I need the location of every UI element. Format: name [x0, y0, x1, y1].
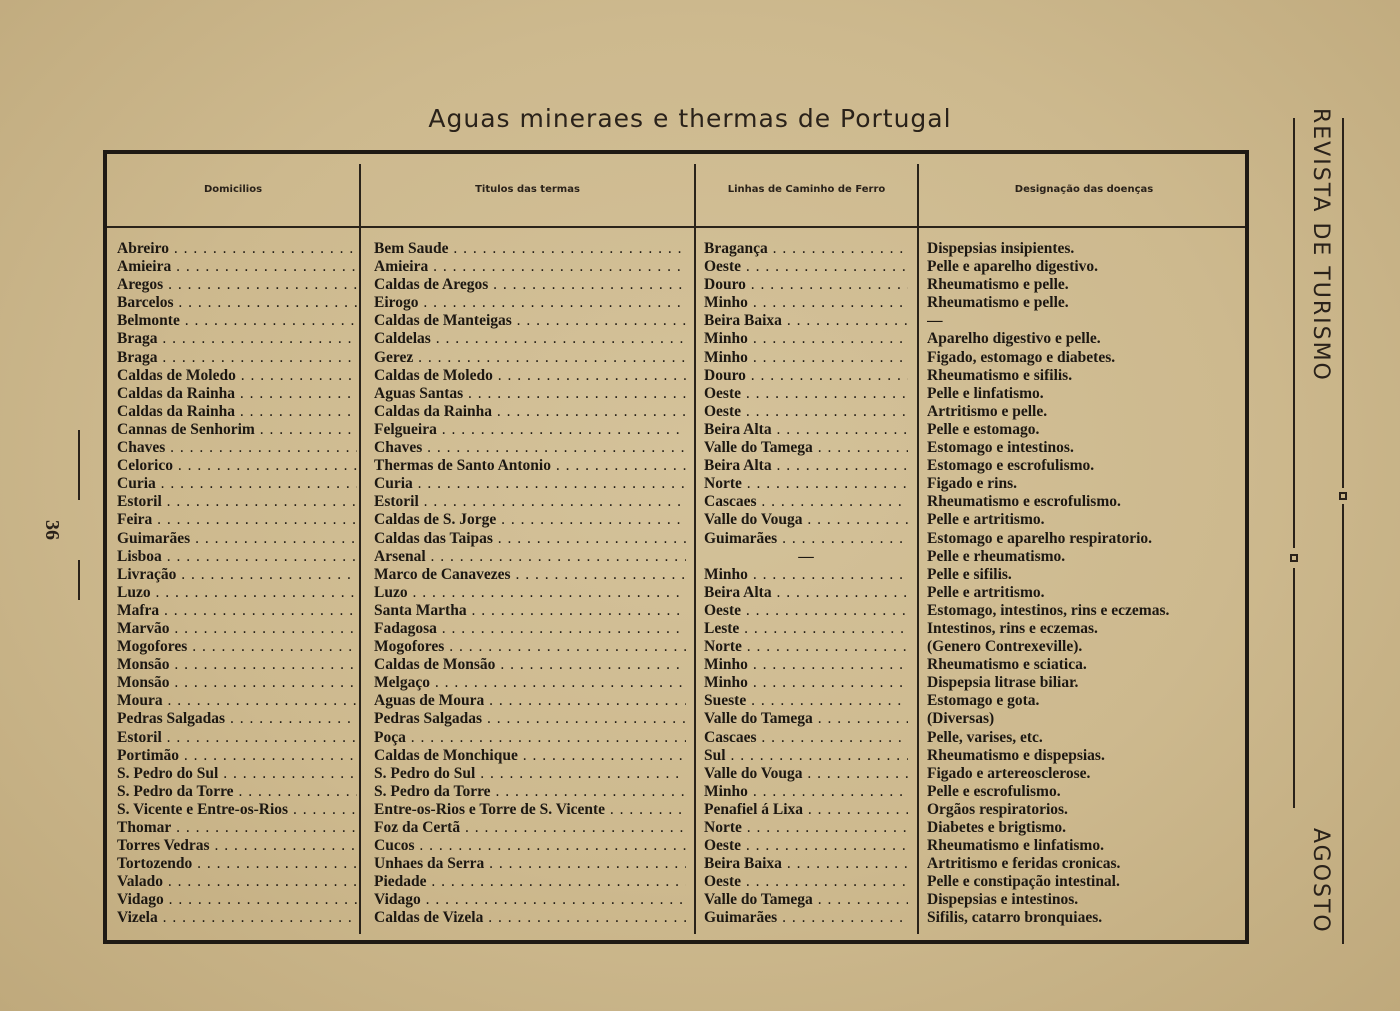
- header-divider: [107, 226, 1245, 228]
- cell-domicilio: Tortozendo . . .: [117, 855, 357, 873]
- cell-domicilio: Valado . . .: [117, 873, 357, 891]
- cell-domicilio: Thomar . . .: [117, 819, 357, 837]
- cell-domicilio: Livração . . .: [117, 566, 357, 584]
- cell-termas: Eirogo . . .: [374, 294, 686, 312]
- cell-domicilio: Estoril . . .: [117, 493, 357, 511]
- table-row: [107, 294, 1245, 312]
- cell-domicilio: Pedras Salgadas . . .: [117, 710, 357, 728]
- cell-linha: Beira Alta . . .: [704, 457, 908, 475]
- cell-termas: Pedras Salgadas . . .: [374, 710, 686, 728]
- table-row: [107, 385, 1245, 403]
- table-row: [107, 421, 1245, 439]
- table-row: [107, 312, 1245, 330]
- cell-linha: Oeste . . .: [704, 258, 908, 276]
- cell-termas: Caldas de S. Jorge . . .: [374, 511, 686, 529]
- table-body: [107, 240, 1245, 928]
- cell-domicilio: Abreiro . . .: [117, 240, 357, 258]
- magazine-name: REVISTA DE TURISMO: [1308, 108, 1333, 382]
- header-linhas: Linhas de Caminho de Ferro: [727, 184, 886, 195]
- cell-linha: Oeste . . .: [704, 837, 908, 855]
- table-row: [107, 692, 1245, 710]
- cell-doenca: Pelle e sifilis.: [927, 565, 1012, 583]
- page-number: 36: [41, 520, 63, 540]
- cell-doenca: Rheumatismo e pelle.: [927, 276, 1069, 294]
- cell-linha: Minho . . .: [704, 656, 908, 674]
- cell-doenca: Estomago e escrofulismo.: [927, 457, 1095, 475]
- cell-termas: Caldas de Moledo . . .: [374, 367, 686, 385]
- cell-termas: Melgaço . . .: [374, 674, 686, 692]
- table-row: [107, 855, 1245, 873]
- cell-doenca: Pelle e aparelho digestivo.: [927, 258, 1099, 276]
- cell-doenca: Dispepsia litrase biliar.: [927, 674, 1079, 692]
- cell-linha: Leste . . .: [704, 620, 908, 638]
- cell-domicilio: Marvão . . .: [117, 620, 357, 638]
- cell-doenca: Pelle e artritismo.: [927, 583, 1045, 601]
- cell-domicilio: Luzo . . .: [117, 584, 357, 602]
- cell-domicilio: Cannas de Senhorim . . .: [117, 421, 357, 439]
- cell-doenca: Pelle e estomago.: [927, 420, 1040, 438]
- cell-doenca: Pelle, varises, etc.: [927, 728, 1043, 746]
- cell-doenca: Pelle e constipação intestinal.: [927, 873, 1120, 891]
- cell-termas: Cucos . . .: [374, 837, 686, 855]
- table-row: [107, 602, 1245, 620]
- cell-termas: Arsenal . . .: [374, 548, 686, 566]
- cell-doenca: Figado e rins.: [927, 475, 1017, 493]
- cell-domicilio: Guimarães . . .: [117, 530, 357, 548]
- cell-doenca: Intestinos, rins e eczemas.: [927, 619, 1098, 637]
- cell-termas: Caldas de Monsão . . .: [374, 656, 686, 674]
- side-rule-inner-bottom: [1293, 568, 1295, 808]
- cell-doenca: Rheumatismo e sifilis.: [927, 366, 1073, 384]
- cell-doenca: Pelle e linfatismo.: [927, 384, 1044, 402]
- cell-doenca: Estomago e aparelho respiratorio.: [927, 529, 1153, 547]
- cell-linha: Valle do Tamega . . .: [704, 891, 908, 909]
- thermal-waters-table: [103, 150, 1249, 944]
- cell-linha: —: [798, 547, 814, 565]
- cell-linha: Guimarães . . .: [704, 909, 908, 927]
- table-row: [107, 747, 1245, 765]
- cell-termas: Mogofores . . .: [374, 638, 686, 656]
- cell-doenca: Pelle e escrofulismo.: [927, 782, 1061, 800]
- cell-domicilio: Aregos . . .: [117, 276, 357, 294]
- cell-linha: Norte . . .: [704, 819, 908, 837]
- cell-termas: Aguas Santas . . .: [374, 385, 686, 403]
- header-doencas: Designação das doenças: [1014, 184, 1154, 195]
- cell-domicilio: Monsão . . .: [117, 674, 357, 692]
- cell-linha: Cascaes . . .: [704, 729, 908, 747]
- table-row: [107, 674, 1245, 692]
- table-row: [107, 530, 1245, 548]
- cell-domicilio: Braga . . .: [117, 349, 357, 367]
- table-row: [107, 439, 1245, 457]
- cell-linha: Penafiel á Lixa . . .: [704, 801, 908, 819]
- cell-termas: Caldas de Monchique . . .: [374, 747, 686, 765]
- cell-doenca: Dispepsias insipientes.: [927, 240, 1075, 257]
- table-row: [107, 584, 1245, 602]
- cell-domicilio: Caldas da Rainha . . .: [117, 385, 357, 403]
- cell-linha: Minho . . .: [704, 330, 908, 348]
- cell-termas: Aguas de Moura . . .: [374, 692, 686, 710]
- cell-linha: Minho . . .: [704, 294, 908, 312]
- cell-doenca: Rheumatismo e escrofulismo.: [927, 493, 1121, 511]
- cell-linha: Minho . . .: [704, 349, 908, 367]
- table-row: [107, 783, 1245, 801]
- table-row: [107, 710, 1245, 728]
- side-rule-inner-top: [1293, 118, 1295, 548]
- cell-doenca: Figado e artereosclerose.: [927, 764, 1091, 782]
- cell-domicilio: Caldas da Rainha . . .: [117, 403, 357, 421]
- cell-termas: Estoril . . .: [374, 493, 686, 511]
- cell-linha: Valle do Vouga . . .: [704, 765, 908, 783]
- cell-domicilio: Vidago . . .: [117, 891, 357, 909]
- cell-doenca: Estomago e gota.: [927, 692, 1040, 710]
- table-row: [107, 656, 1245, 674]
- cell-domicilio: Monsão . . .: [117, 656, 357, 674]
- table-row: [107, 475, 1245, 493]
- cell-termas: Foz da Certã . . .: [374, 819, 686, 837]
- cell-linha: Minho . . .: [704, 783, 908, 801]
- cell-domicilio: Belmonte . . .: [117, 312, 357, 330]
- cell-doenca: Rheumatismo e pelle.: [927, 294, 1069, 312]
- cell-termas: Marco de Canavezes . . .: [374, 566, 686, 584]
- table-row: [107, 367, 1245, 385]
- table-row: [107, 729, 1245, 747]
- cell-domicilio: S. Pedro da Torre . . .: [117, 783, 357, 801]
- table-row: [107, 511, 1245, 529]
- cell-termas: Piedade . . .: [374, 873, 686, 891]
- table-row: [107, 403, 1245, 421]
- table-row: [107, 819, 1245, 837]
- side-ornament-lower: [1290, 554, 1298, 562]
- cell-doenca: —: [927, 312, 943, 330]
- cell-domicilio: Celorico . . .: [117, 457, 357, 475]
- cell-domicilio: Curia . . .: [117, 475, 357, 493]
- cell-linha: Oeste . . .: [704, 873, 908, 891]
- cell-linha: Oeste . . .: [704, 602, 908, 620]
- table-row: [107, 566, 1245, 584]
- cell-termas: Santa Martha . . .: [374, 602, 686, 620]
- cell-doenca: Diabetes e brigtismo.: [927, 819, 1067, 836]
- cell-doenca: Artritismo e feridas cronicas.: [927, 855, 1121, 873]
- cell-termas: Caldelas . . .: [374, 330, 686, 348]
- page-title: Aguas mineraes e thermas de Portugal: [428, 104, 952, 133]
- cell-linha: Valle do Tamega . . .: [704, 439, 908, 457]
- table-row: [107, 837, 1245, 855]
- cell-doenca: Rheumatismo e sciatica.: [927, 656, 1087, 674]
- left-margin-rule-bottom: [78, 560, 80, 600]
- cell-doenca: Pelle e rheumatismo.: [927, 547, 1066, 565]
- left-margin-rule-top: [78, 430, 80, 500]
- cell-domicilio: Vizela . . .: [117, 909, 357, 927]
- cell-termas: Entre-os-Rios e Torre de S. Vicente . . .: [374, 801, 686, 819]
- cell-doenca: (Diversas): [927, 710, 995, 728]
- cell-linha: Cascaes . . .: [704, 493, 908, 511]
- cell-domicilio: Chaves . . .: [117, 439, 357, 457]
- cell-linha: Beira Baixa . . .: [704, 312, 908, 330]
- cell-termas: Poça . . .: [374, 729, 686, 747]
- table-row: [107, 457, 1245, 475]
- cell-doenca: (Genero Contrexeville).: [927, 638, 1083, 656]
- table-row: [107, 240, 1245, 258]
- cell-linha: Oeste . . .: [704, 403, 908, 421]
- cell-doenca: Rheumatismo e linfatismo.: [927, 837, 1104, 855]
- cell-doenca: Pelle e artritismo.: [927, 511, 1045, 529]
- cell-domicilio: Caldas de Moledo . . .: [117, 367, 357, 385]
- cell-termas: Caldas das Taipas . . .: [374, 530, 686, 548]
- cell-doenca: Aparelho digestivo e pelle.: [927, 330, 1101, 348]
- table-row: [107, 493, 1245, 511]
- table-row: [107, 891, 1245, 909]
- table-row: [107, 330, 1245, 348]
- cell-termas: Vidago . . .: [374, 891, 686, 909]
- cell-domicilio: Lisboa . . .: [117, 548, 357, 566]
- table-row: [107, 548, 1245, 566]
- cell-linha: Oeste . . .: [704, 385, 908, 403]
- cell-termas: Curia . . .: [374, 475, 686, 493]
- header-domicilios: Domicilios: [203, 184, 263, 195]
- cell-termas: Chaves . . .: [374, 439, 686, 457]
- cell-linha: Douro . . .: [704, 367, 908, 385]
- cell-termas: Caldas de Aregos . . .: [374, 276, 686, 294]
- cell-linha: Sueste . . .: [704, 692, 908, 710]
- cell-linha: Douro . . .: [704, 276, 908, 294]
- side-rule-outer-top: [1342, 118, 1344, 488]
- table-row: [107, 258, 1245, 276]
- cell-doenca: Dispepsias e intestinos.: [927, 891, 1079, 909]
- cell-linha: Valle do Tamega . . .: [704, 710, 908, 728]
- cell-linha: Minho . . .: [704, 674, 908, 692]
- table-row: [107, 349, 1245, 367]
- cell-domicilio: Torres Vedras . . .: [117, 837, 357, 855]
- table-row: [107, 620, 1245, 638]
- table-row: [107, 638, 1245, 656]
- cell-termas: Luzo . . .: [374, 584, 686, 602]
- cell-doenca: Estomago, intestinos, rins e eczemas.: [927, 601, 1170, 619]
- table-row: [107, 765, 1245, 783]
- cell-domicilio: Mogofores . . .: [117, 638, 357, 656]
- cell-linha: Bragança . . .: [704, 240, 908, 258]
- cell-domicilio: Feira . . .: [117, 511, 357, 529]
- cell-linha: Sul . . .: [704, 747, 908, 765]
- cell-termas: S. Pedro do Sul . . .: [374, 765, 686, 783]
- cell-doenca: Artritismo e pelle.: [927, 402, 1048, 420]
- table-row: [107, 276, 1245, 294]
- cell-linha: Norte . . .: [704, 475, 908, 493]
- cell-domicilio: S. Vicente e Entre-os-Rios . . .: [117, 801, 357, 819]
- cell-termas: Caldas de Manteigas . . .: [374, 312, 686, 330]
- cell-linha: Beira Baixa . . .: [704, 855, 908, 873]
- cell-domicilio: Mafra . . .: [117, 602, 357, 620]
- table-row: [107, 873, 1245, 891]
- cell-doenca: Figado, estomago e diabetes.: [927, 348, 1116, 366]
- table-row: [107, 909, 1245, 927]
- issue-month: AGOSTO: [1308, 828, 1333, 934]
- cell-linha: Valle do Vouga . . .: [704, 511, 908, 529]
- cell-linha: Minho . . .: [704, 566, 908, 584]
- cell-doenca: Estomago e intestinos.: [927, 439, 1074, 457]
- side-rule-outer-bottom: [1342, 504, 1344, 944]
- cell-domicilio: Moura . . .: [117, 692, 357, 710]
- cell-doenca: Orgãos respiratorios.: [927, 800, 1068, 818]
- cell-termas: Unhaes da Serra . . .: [374, 855, 686, 873]
- cell-domicilio: S. Pedro do Sul . . .: [117, 765, 357, 783]
- side-ornament-upper: [1339, 492, 1347, 500]
- cell-doenca: Sifilis, catarro bronquiaes.: [927, 909, 1103, 927]
- cell-linha: Beira Alta . . .: [704, 421, 908, 439]
- cell-linha: Beira Alta . . .: [704, 584, 908, 602]
- cell-termas: Gerez . . .: [374, 349, 686, 367]
- cell-domicilio: Amieira . . .: [117, 258, 357, 276]
- cell-linha: Norte . . .: [704, 638, 908, 656]
- cell-domicilio: Portimão . . .: [117, 747, 357, 765]
- cell-termas: Caldas da Rainha . . .: [374, 403, 686, 421]
- cell-termas: Felgueira . . .: [374, 421, 686, 439]
- cell-termas: Amieira . . .: [374, 258, 686, 276]
- cell-domicilio: Braga . . .: [117, 330, 357, 348]
- cell-termas: S. Pedro da Torre . . .: [374, 783, 686, 801]
- cell-termas: Thermas de Santo Antonio . . .: [374, 457, 686, 475]
- cell-domicilio: Estoril . . .: [117, 729, 357, 747]
- cell-domicilio: Barcelos . . .: [117, 294, 357, 312]
- cell-termas: Fadagosa . . .: [374, 620, 686, 638]
- cell-linha: Guimarães . . .: [704, 530, 908, 548]
- cell-termas: Bem Saude . . .: [374, 240, 686, 258]
- cell-doenca: Rheumatismo e dispepsias.: [927, 746, 1105, 764]
- header-titulos: Titulos das termas: [475, 184, 580, 195]
- cell-termas: Caldas de Vizela . . .: [374, 909, 686, 927]
- table-row: [107, 801, 1245, 819]
